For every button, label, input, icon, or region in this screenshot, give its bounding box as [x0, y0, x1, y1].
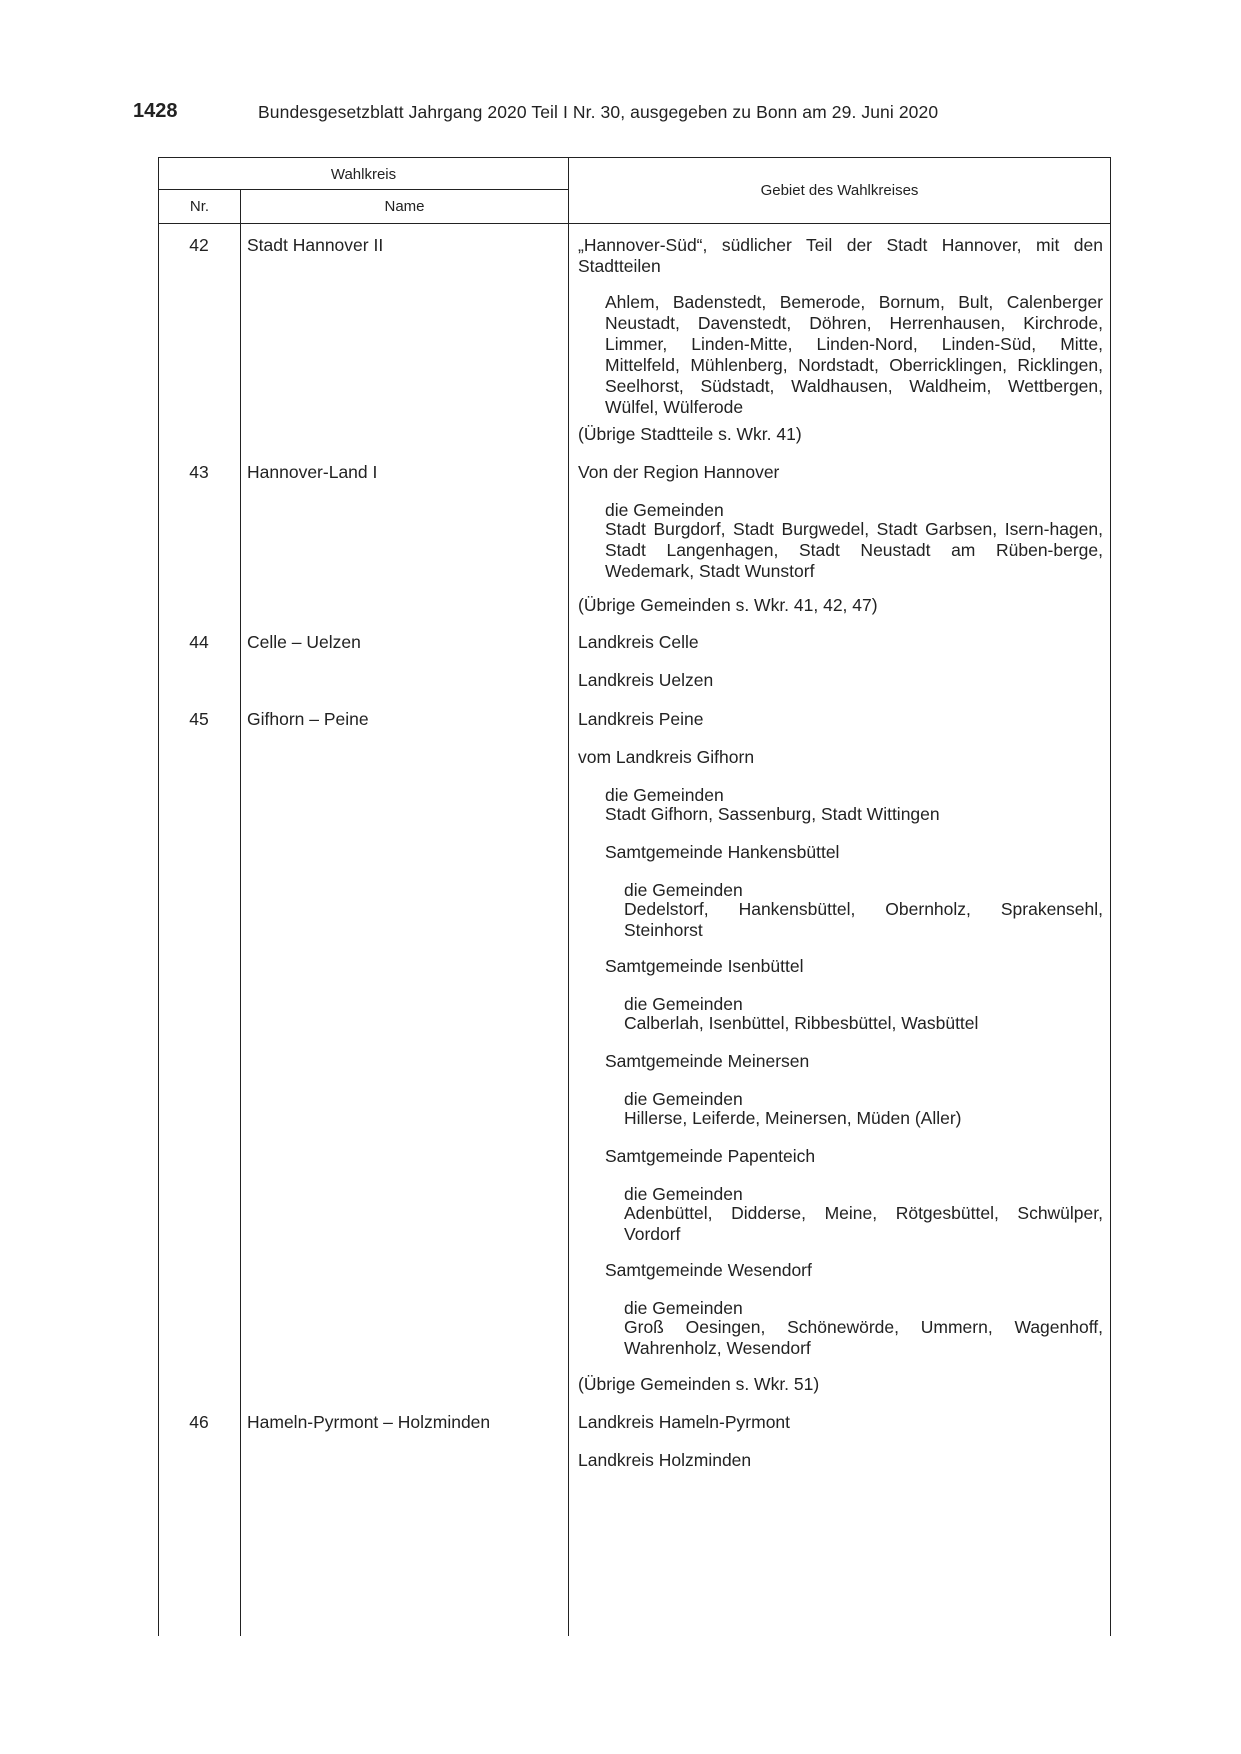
row-45-sg1-list: Dedelstorf, Hankensbüttel, Obernholz, Sprakensehl, Steinhorst [624, 899, 1103, 940]
header-nr: Nr. [189, 198, 210, 215]
header-name: Name [384, 198, 425, 215]
row-43-note: (Übrige Gemeinden s. Wkr. 41, 42, 47) [578, 595, 878, 615]
row-45-sg3-list: Hillerse, Leiferde, Meinersen, Müden (Aller) [624, 1108, 962, 1128]
row-42-note: (Übrige Stadtteile s. Wkr. 41) [578, 424, 802, 444]
row-45-sg3-label: die Gemeinden [624, 1089, 743, 1109]
row-42-nr: 42 [189, 235, 209, 255]
column-divider-name [568, 158, 569, 1636]
row-43-intro: Von der Region Hannover [578, 462, 780, 482]
row-45-sg2-label: die Gemeinden [624, 994, 743, 1014]
header-gebiet: Gebiet des Wahlkreises [760, 182, 919, 199]
row-43-name: Hannover-Land I [247, 462, 378, 482]
row-44-name: Celle – Uelzen [247, 632, 361, 652]
row-45-samtgemeinde-meinersen: Samtgemeinde Meinersen [605, 1051, 810, 1071]
row-45-sg1-label: die Gemeinden [624, 880, 743, 900]
row-43-gemeinden-list: Stadt Burgdorf, Stadt Burgwedel, Stadt Garbsen, Isern-hagen, Stadt Langenhagen, Stadt Neustadt am Rüben-berge, Wedemark, Stadt Wunstorf [605, 519, 1103, 581]
row-42-stadtteile: Ahlem, Badenstedt, Bemerode, Bornum, Bult, Calenberger Neustadt, Davenstedt, Döhren, Herrenhausen, Kirchrode, Limmer, Linden-Mitte, Linden-Nord, Linden-Süd, Mitte, Mittelfeld, Mühlenberg, Nordstadt, Oberricklingen, Ricklingen, Seelhorst, Südstadt, Waldhausen, Waldheim, Wettbergen, Wülfel, Wülferode [605, 292, 1103, 417]
row-45-nr: 45 [189, 709, 209, 729]
row-45-landkreis-peine: Landkreis Peine [578, 709, 704, 729]
header-subdivider [159, 189, 569, 190]
row-46-name: Hameln-Pyrmont – Holzminden [247, 1412, 491, 1432]
row-45-samtgemeinde-wesendorf: Samtgemeinde Wesendorf [605, 1260, 812, 1280]
row-45-gemeinden-label: die Gemeinden [605, 785, 724, 805]
row-45-gemeinden-list: Stadt Gifhorn, Sassenburg, Stadt Wittingen [605, 804, 940, 824]
row-45-samtgemeinde-papenteich: Samtgemeinde Papenteich [605, 1146, 816, 1166]
row-45-sg5-label: die Gemeinden [624, 1298, 743, 1318]
row-45-samtgemeinde-isenbuettel: Samtgemeinde Isenbüttel [605, 956, 804, 976]
header-wahlkreis: Wahlkreis [330, 166, 397, 183]
row-43-nr: 43 [189, 462, 209, 482]
row-43-gemeinden-label: die Gemeinden [605, 500, 724, 520]
row-46-landkreis-2: Landkreis Holzminden [578, 1450, 752, 1470]
page-number: 1428 [133, 100, 178, 122]
row-45-name: Gifhorn – Peine [247, 709, 369, 729]
row-42-intro: „Hannover-Süd“, südlicher Teil der Stadt Hannover, mit den Stadtteilen [578, 235, 1103, 276]
wahlkreis-table [158, 157, 1111, 1636]
row-44-landkreis-1: Landkreis Celle [578, 632, 699, 652]
row-45-sg4-list: Adenbüttel, Didderse, Meine, Rötgesbüttel, Schwülper, Vordorf [624, 1203, 1103, 1244]
row-45-samtgemeinde-hankensbuettel: Samtgemeinde Hankensbüttel [605, 842, 840, 862]
row-45-sg4-label: die Gemeinden [624, 1184, 743, 1204]
row-44-landkreis-2: Landkreis Uelzen [578, 670, 714, 690]
row-45-landkreis-gifhorn: vom Landkreis Gifhorn [578, 747, 755, 767]
row-46-landkreis-1: Landkreis Hameln-Pyrmont [578, 1412, 791, 1432]
row-45-sg2-list: Calberlah, Isenbüttel, Ribbesbüttel, Wasbüttel [624, 1013, 979, 1033]
row-46-nr: 46 [189, 1412, 209, 1432]
page-header [133, 100, 1113, 126]
row-44-nr: 44 [189, 632, 209, 652]
row-42-name: Stadt Hannover II [247, 235, 384, 255]
row-45-note: (Übrige Gemeinden s. Wkr. 51) [578, 1374, 820, 1394]
header-bottom-rule [159, 223, 1110, 224]
gazette-title: Bundesgesetzblatt Jahrgang 2020 Teil I Nr. 30, ausgegeben zu Bonn am 29. Juni 2020 [258, 102, 939, 122]
column-divider-nr [240, 190, 241, 1636]
row-45-sg5-list: Groß Oesingen, Schönewörde, Ummern, Wagenhoff, Wahrenholz, Wesendorf [624, 1317, 1103, 1358]
